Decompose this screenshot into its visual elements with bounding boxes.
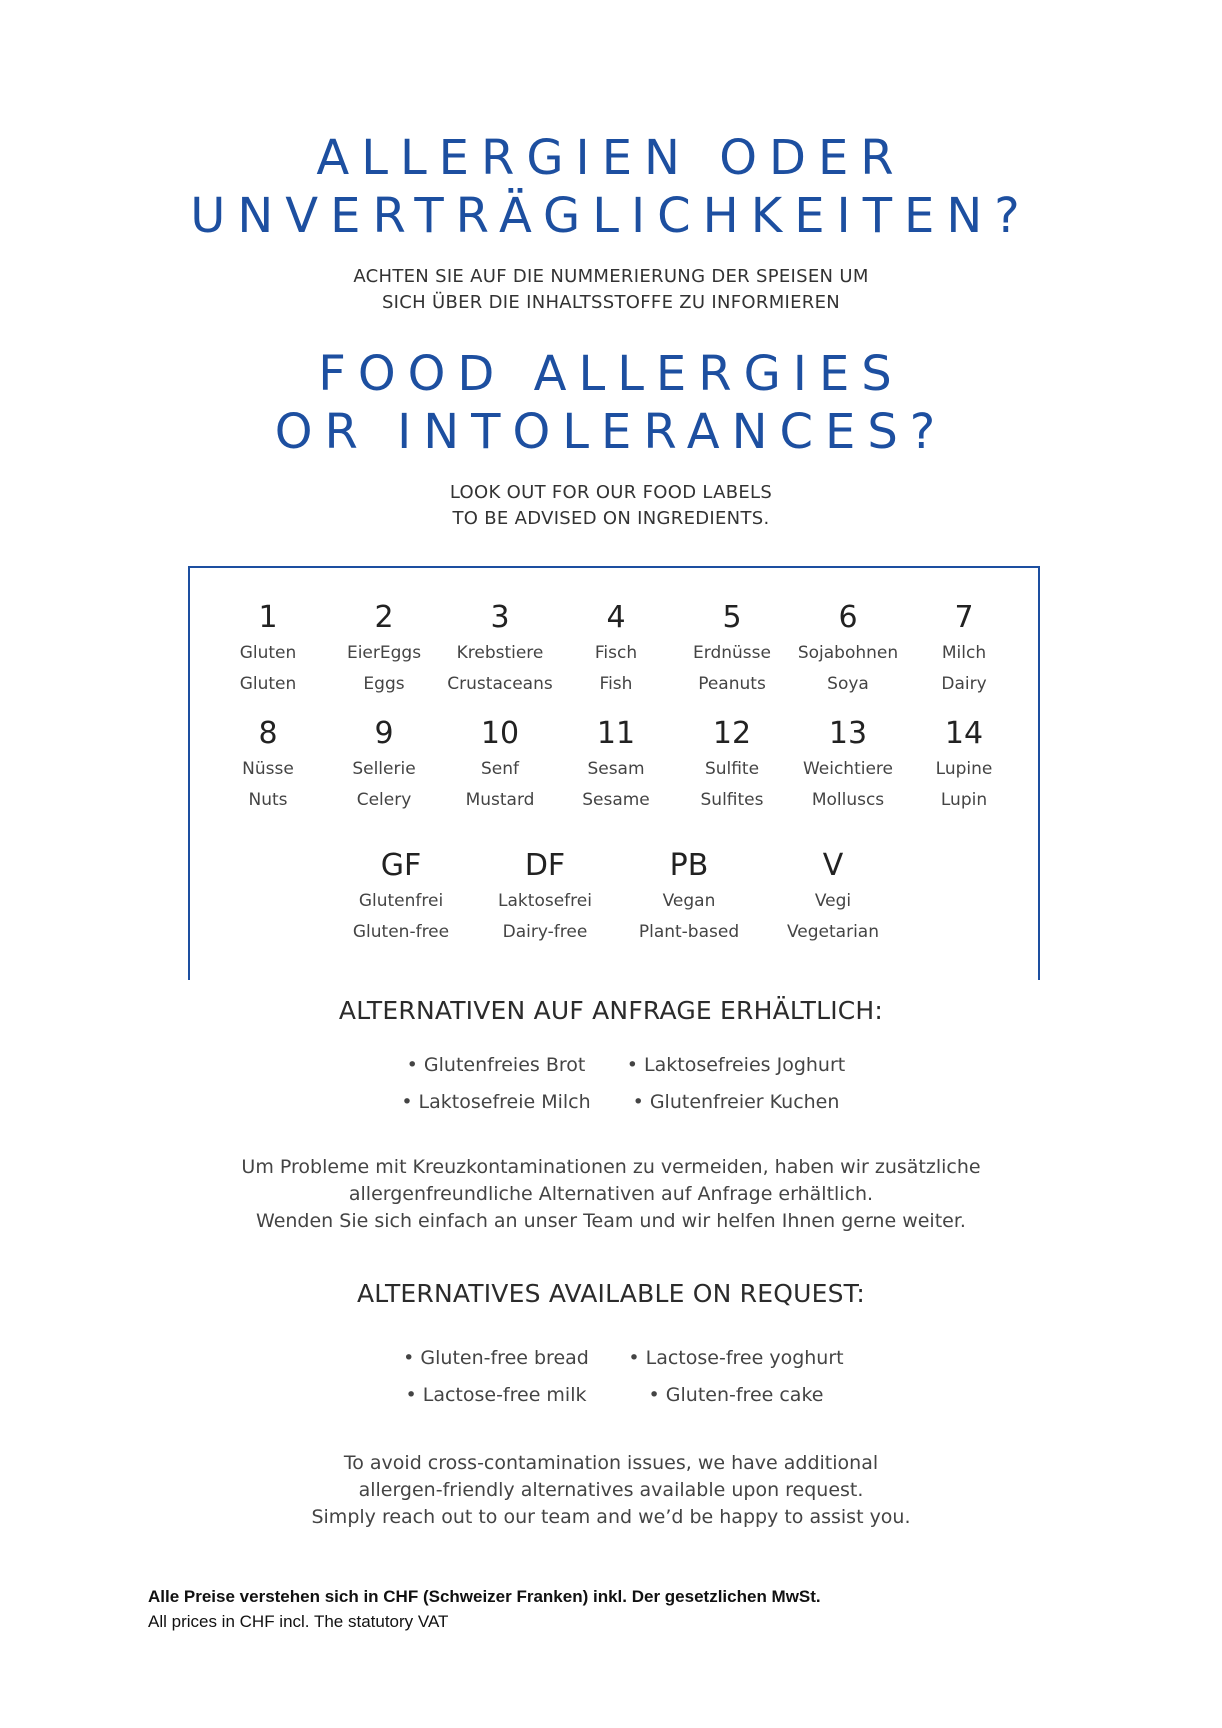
note-line: allergen-friendly alternatives available upon request.	[358, 1479, 864, 1501]
allergen-number: 5	[722, 600, 742, 635]
allergen-label-de: Senf	[480, 759, 519, 779]
alternatives-note-de	[0, 1154, 1222, 1235]
title-en-line1: FOOD ALLERGIES	[318, 346, 904, 402]
note-line: To avoid cross-contamination issues, we have additional	[343, 1452, 879, 1474]
allergen-label-en: Gluten	[239, 674, 297, 694]
allergen-grid-row2	[210, 716, 1022, 816]
subtitle-en-line2: TO BE ADVISED ON INGREDIENTS.	[452, 508, 770, 529]
allergen-number: 10	[480, 716, 520, 751]
allergen-number: 11	[596, 716, 636, 751]
alternatives-list-en	[376, 1344, 856, 1409]
allergen-label-en: Dairy	[941, 674, 987, 694]
alternative-item: • Gluten-free bread	[403, 1347, 589, 1369]
allergen-item	[674, 600, 790, 700]
allergen-label-en: Mustard	[465, 790, 535, 810]
allergen-label-en: Nuts	[248, 790, 288, 810]
subtitle-de-line1: ACHTEN SIE AUF DIE NUMMERIERUNG DER SPEISEN UM	[353, 266, 869, 287]
allergen-label-de: Milch	[941, 643, 987, 663]
allergen-item	[326, 600, 442, 700]
allergen-number: 4	[606, 600, 626, 635]
diet-label-item	[473, 848, 617, 948]
alternative-item: • Lactose-free milk	[405, 1384, 587, 1406]
allergen-label-en: Sulfites	[700, 790, 764, 810]
allergen-label-en: Eggs	[363, 674, 405, 694]
allergen-number: 13	[828, 716, 868, 751]
allergen-item	[790, 600, 906, 700]
alternatives-heading-en: ALTERNATIVES AVAILABLE ON REQUEST:	[356, 1279, 866, 1308]
allergen-item	[326, 716, 442, 816]
allergen-label-en: Lupin	[940, 790, 988, 810]
allergen-number: 3	[490, 600, 510, 635]
alternative-item: • Lactose-free yoghurt	[628, 1347, 844, 1369]
diet-label-en: Gluten-free	[352, 922, 450, 942]
allergen-label-de: Sellerie	[352, 759, 416, 779]
allergen-label-de: Weichtiere	[802, 759, 894, 779]
allergen-label-de: EierEggs	[346, 643, 422, 663]
allergen-number: 1	[258, 600, 278, 635]
allergen-label-de: Nüsse	[242, 759, 294, 779]
allergen-item	[210, 716, 326, 816]
alternative-item: • Glutenfreies Brot	[406, 1054, 586, 1076]
allergen-number: 7	[954, 600, 974, 635]
alternatives-note-en	[0, 1450, 1222, 1531]
allergen-item	[790, 716, 906, 816]
diet-label-en: Plant-based	[638, 922, 740, 942]
allergen-label-de: Lupine	[935, 759, 993, 779]
alternatives-list-de	[376, 1051, 856, 1116]
diet-code: GF	[380, 848, 422, 883]
subtitle-en	[0, 480, 1222, 532]
subtitle-de-line2: SICH ÜBER DIE INHALTSSTOFFE ZU INFORMIEREN	[381, 292, 841, 313]
allergen-number: 9	[374, 716, 394, 751]
allergen-label-en: Fish	[599, 674, 633, 694]
allergen-item	[210, 600, 326, 700]
alternatives-heading-de: ALTERNATIVEN AUF ANFRAGE ERHÄLTLICH:	[338, 996, 884, 1025]
alternative-item: • Laktosefreies Joghurt	[626, 1054, 846, 1076]
allergen-item	[442, 716, 558, 816]
allergen-grid-row1	[210, 600, 1022, 700]
allergen-item	[442, 600, 558, 700]
allergen-label-de: Krebstiere	[456, 643, 544, 663]
footer-line-en: All prices in CHF incl. The statutory VAT	[148, 1612, 449, 1631]
allergen-label-de: Fisch	[594, 643, 638, 663]
allergen-label-en: Peanuts	[698, 674, 766, 694]
allergen-label-de: Sojabohnen	[797, 643, 899, 663]
note-line: Wenden Sie sich einfach an unser Team und wir helfen Ihnen gerne weiter.	[256, 1210, 966, 1232]
price-footer	[148, 1584, 821, 1634]
allergen-label-en: Soya	[827, 674, 869, 694]
diet-code: V	[822, 848, 844, 883]
allergen-label-en: Celery	[356, 790, 412, 810]
note-line: Simply reach out to our team and we’d be happy to assist you.	[311, 1506, 911, 1528]
footer-line-de: Alle Preise verstehen sich in CHF (Schweizer Franken) inkl. Der gesetzlichen MwSt.	[148, 1587, 821, 1606]
allergen-item	[906, 716, 1022, 816]
title-en-line2: OR INTOLERANCES?	[274, 404, 948, 460]
diet-label-de: Laktosefrei	[498, 891, 592, 911]
title-de-line2: UNVERTRÄGLICHKEITEN?	[190, 188, 1032, 244]
diet-label-en: Vegetarian	[786, 922, 879, 942]
allergen-number: 2	[374, 600, 394, 635]
allergen-item	[906, 600, 1022, 700]
allergen-label-de: Gluten	[239, 643, 297, 663]
diet-label-de: Vegi	[814, 891, 852, 911]
allergen-number: 14	[944, 716, 984, 751]
allergen-label-de: Sesam	[587, 759, 645, 779]
diet-label-en: Dairy-free	[502, 922, 588, 942]
alternative-item: • Laktosefreie Milch	[401, 1091, 591, 1113]
diet-label-item	[761, 848, 905, 948]
subtitle-de	[0, 264, 1222, 316]
diet-code: PB	[669, 848, 709, 883]
note-line: Um Probleme mit Kreuzkontaminationen zu vermeiden, haben wir zusätzliche	[241, 1156, 981, 1178]
alternative-item: • Gluten-free cake	[648, 1384, 824, 1406]
allergen-item	[558, 600, 674, 700]
alternative-item: • Glutenfreier Kuchen	[632, 1091, 840, 1113]
allergen-label-en: Sesame	[582, 790, 650, 810]
allergen-label-en: Molluscs	[811, 790, 885, 810]
diet-label-item	[617, 848, 761, 948]
allergen-number: 6	[838, 600, 858, 635]
title-de-line1: ALLERGIEN ODER	[316, 130, 906, 186]
diet-label-de: Vegan	[662, 891, 716, 911]
allergen-number: 12	[712, 716, 752, 751]
allergen-label-en: Crustaceans	[447, 674, 553, 694]
diet-label-grid	[329, 848, 905, 948]
allergen-number: 8	[258, 716, 278, 751]
subtitle-en-line1: LOOK OUT FOR OUR FOOD LABELS	[449, 482, 773, 503]
allergen-label-de: Sulfite	[704, 759, 760, 779]
note-line: allergenfreundliche Alternativen auf Anfrage erhältlich.	[348, 1183, 874, 1205]
allergen-label-de: Erdnüsse	[693, 643, 771, 663]
allergen-item	[558, 716, 674, 816]
allergen-item	[674, 716, 790, 816]
diet-label-item	[329, 848, 473, 948]
diet-label-de: Glutenfrei	[358, 891, 444, 911]
diet-code: DF	[524, 848, 566, 883]
